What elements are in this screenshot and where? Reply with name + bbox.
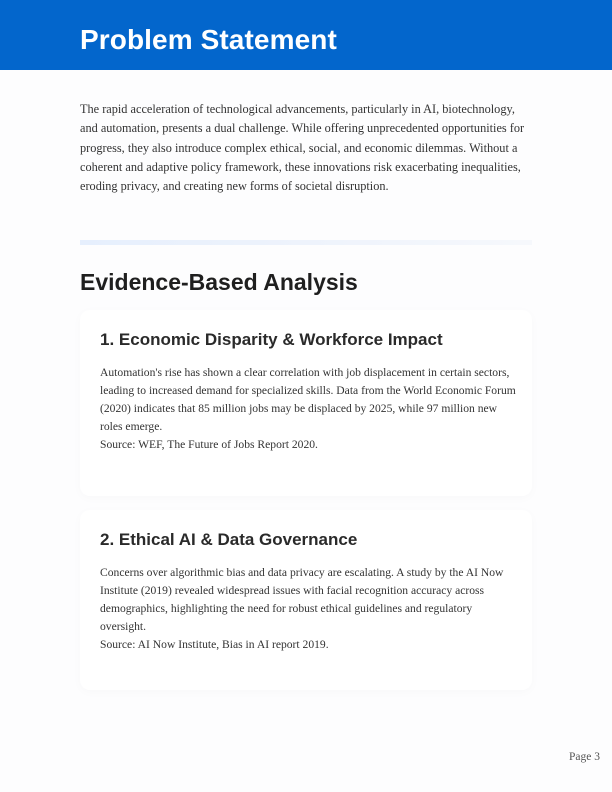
card-title: 2. Ethical AI & Data Governance (100, 530, 358, 549)
section-divider (80, 240, 532, 245)
header-bar (0, 0, 612, 70)
card-title: 1. Economic Disparity & Workforce Impact (100, 330, 443, 349)
analysis-card-economic (80, 310, 532, 496)
card-body-text: Automation's rise has shown a clear correlation with job displacement in certain sectors, leading to increased demand for specialized skills. Data from the World Economic Forum (2020) indicates that 85 million jobs may be displaced by 2025, while 97 million new roles emerge. (100, 366, 516, 433)
page-title: Problem Statement (80, 24, 337, 55)
analysis-card-ethics (80, 510, 532, 690)
card-source: Source: AI Now Institute, Bias in AI report 2019. (100, 638, 329, 651)
intro-paragraph: The rapid acceleration of technological advancements, particularly in AI, biotechnology, and automation, presents a dual challenge. While offering unprecedented opportunities for progress, they also introduce complex ethical, social, and economic dilemmas. Without a coherent and adaptive policy framework, these innovations risk exacerbating inequalities, eroding privacy, and creating new forms of societal disruption. (80, 102, 525, 194)
card-body (100, 364, 520, 454)
card-source: Source: WEF, The Future of Jobs Report 2020. (100, 438, 318, 451)
page-number: Page 3 (569, 751, 600, 763)
card-body-text: Concerns over algorithmic bias and data privacy are escalating. A study by the AI Now Institute (2019) revealed widespread issues with facial recognition accuracy across demographics, highlighting the need for robust ethical guidelines and regulatory oversight. (100, 566, 504, 633)
card-body (100, 564, 520, 654)
section-title: Evidence-Based Analysis (80, 269, 358, 295)
